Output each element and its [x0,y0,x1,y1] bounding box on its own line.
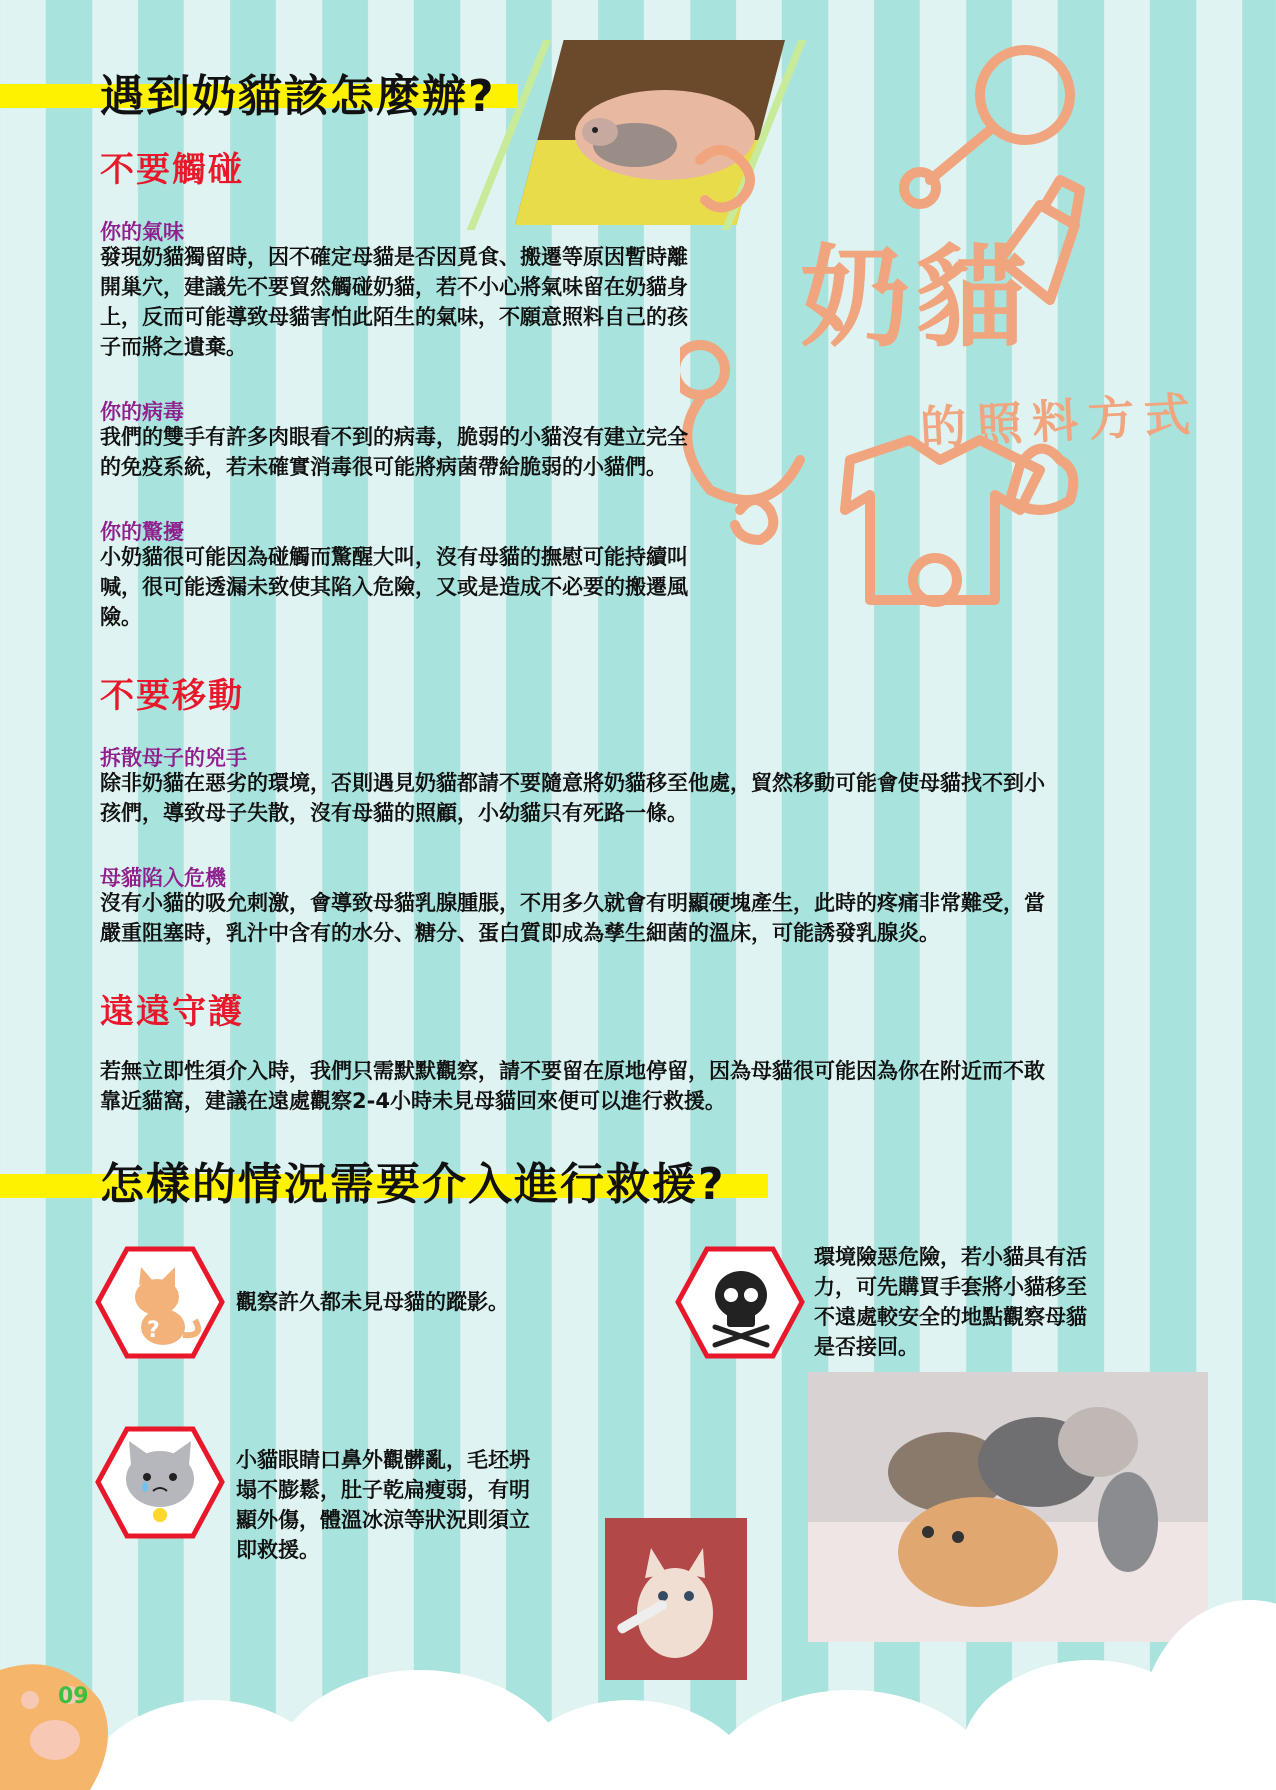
paragraph [100,242,820,362]
rescue-text [236,1445,530,1565]
deco-title: 奶貓 [800,233,1032,362]
text-line: 子而將之遺棄。 [100,335,247,359]
kitten-feeding-photo [605,1518,747,1680]
subsection-title: 拆散母子的兇手 [100,746,247,770]
svg-text:?: ? [147,1318,160,1343]
text-line: 顯外傷，體溫冰涼等狀況則須立 [236,1508,530,1532]
page-number: 09 [58,1684,89,1709]
text-line: 觀察許久都未見母貓的蹤影。 [236,1290,509,1314]
rescue-heading: 怎樣的情況需要介入進行救援? [100,1159,726,1210]
kittens-in-blanket-photo [808,1372,1208,1642]
text-line: 嚴重阻塞時，乳汁中含有的水分、糖分、蛋白質即成為孳生細菌的溫床，可能誘發乳腺炎。 [100,921,940,945]
text-line: 喊，很可能透漏未致使其陷入危險，又或是造成不必要的搬遷風 [100,575,688,599]
cat-paw-icon [0,1640,130,1790]
text-line: 力，可先購買手套將小貓移至 [814,1275,1087,1299]
section-title-guard-from-afar: 遠遠守護 [100,992,244,1032]
text-line: 險。 [100,605,142,629]
text-line: 不遠處較安全的地點觀察母貓 [814,1305,1087,1329]
subsection-title: 母貓陷入危機 [100,866,226,890]
paragraph [100,422,820,482]
text-line: 小貓眼睛口鼻外觀髒亂，毛坯坍 [236,1448,530,1472]
paragraph [100,1056,1240,1116]
text-line: 除非奶貓在惡劣的環境，否則遇見奶貓都請不要隨意將奶貓移至他處，貿然移動可能會使母貓找不到小 [100,771,1045,795]
text-line: 若無立即性須介入時，我們只需默默觀察，請不要留在原地停留，因為母貓很可能因為你在附近而不敢 [100,1059,1045,1083]
text-line: 即救援。 [236,1538,320,1562]
page-title: 遇到奶貓該怎麼辦? [100,71,496,122]
text-line: 靠近貓窩，建議在遠處觀察2-4小時未見母貓回來便可以進行救援。 [100,1089,726,1113]
text-line: 我們的雙手有許多肉眼看不到的病毒，脆弱的小貓沒有建立完全 [100,425,688,449]
text-line: 沒有小貓的吸允刺激，會導致母貓乳腺腫脹，不用多久就會有明顯硬塊產生，此時的疼痛非常難受，當 [100,891,1045,915]
sad-cat-icon [95,1425,225,1540]
text-line: 孩們，導致母子失散，沒有母貓的照顧，小幼貓只有死路一條。 [100,801,688,825]
subsection-title: 你的病毒 [100,400,184,424]
rescue-text [814,1242,1087,1362]
cloud-decoration [700,1690,1000,1790]
text-line: 開巢穴，建議先不要貿然觸碰奶貓，若不小心將氣味留在奶貓身 [100,275,688,299]
section-title-no-touch: 不要觸碰 [100,150,244,190]
text-line: 上，反而可能導致母貓害怕此陌生的氣味，不願意照料自己的孩 [100,305,688,329]
deco-subtitle: 的照料方式 [918,386,1202,456]
subsection-title: 你的氣味 [100,220,184,244]
paragraph [100,542,820,632]
text-line: 塌不膨鬆，肚子乾扁瘦弱，有明 [236,1478,530,1502]
cat-question-icon [95,1245,225,1360]
rescue-text [236,1287,509,1317]
section-title-no-move: 不要移動 [100,676,244,716]
skull-crossbones-icon [675,1245,805,1360]
text-line: 是否接回。 [814,1335,919,1359]
text-line: 小奶貓很可能因為碰觸而驚醒大叫，沒有母貓的撫慰可能持續叫 [100,545,688,569]
paragraph [100,888,1240,948]
text-line: 發現奶貓獨留時，因不確定母貓是否因覓食、搬遷等原因暫時離 [100,245,688,269]
text-line: 環境險惡危險，若小貓具有活 [814,1245,1087,1269]
paragraph [100,768,1240,828]
subsection-title: 你的驚擾 [100,520,184,544]
text-line: 的免疫系統，若未確實消毒很可能將病菌帶給脆弱的小貓們。 [100,455,667,479]
